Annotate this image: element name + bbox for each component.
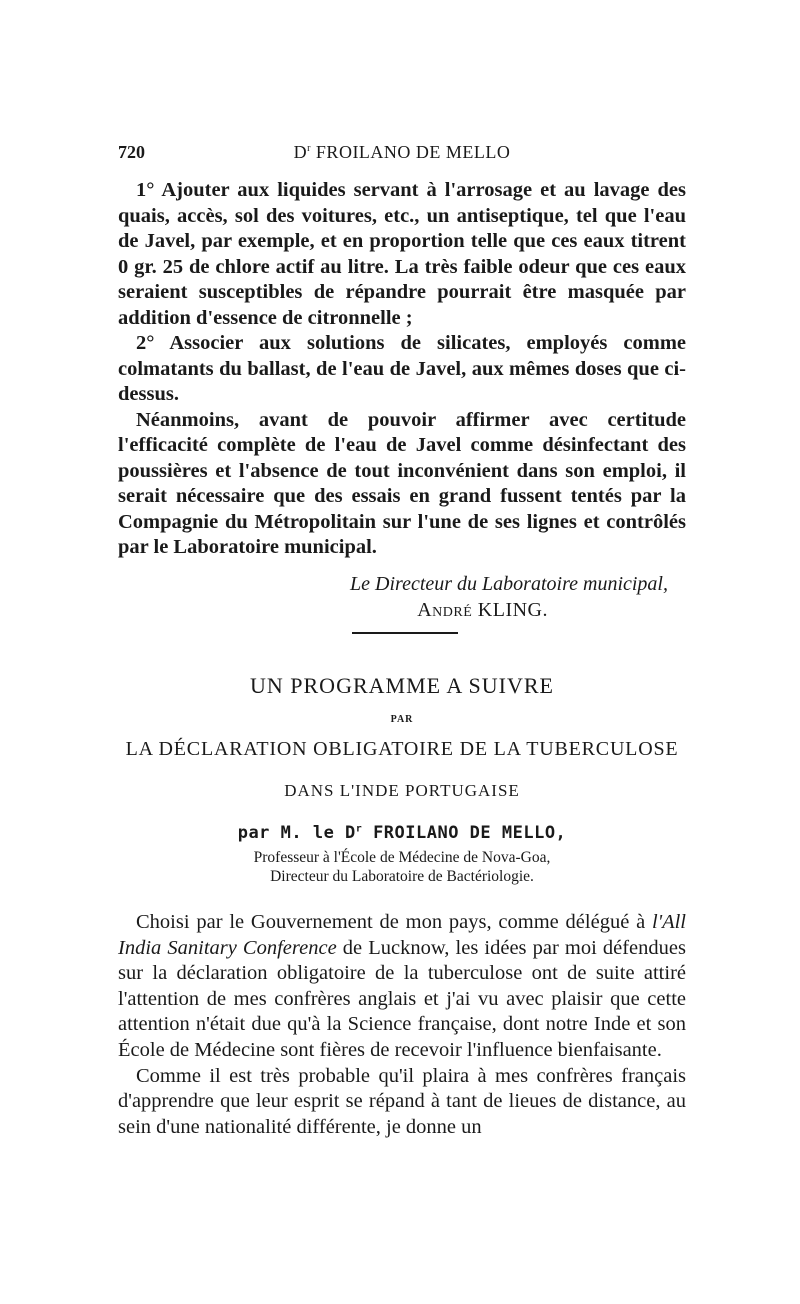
author-affiliation-2: Directeur du Laboratoire de Bactériologie.	[270, 868, 534, 885]
running-head-name: FROILANO DE MELLO	[310, 142, 511, 162]
letter-body	[118, 178, 686, 561]
running-head-sup: r	[307, 143, 311, 154]
article-body	[118, 910, 686, 1140]
signature-first-name: André	[417, 599, 473, 621]
article-p1-before: Choisi par le Gouvernement de mon pays, comme délégué à	[136, 911, 652, 933]
signature-last-name: KLING.	[472, 599, 548, 621]
page-number: 720	[118, 142, 145, 162]
author-prefix: par M. le D	[237, 823, 356, 843]
article-title: UN PROGRAMME A SUIVRE	[250, 673, 554, 698]
article-paragraph-1	[118, 910, 686, 1064]
letter-paragraph-2: 2° Associer aux solutions de silicates, employés comme colmatants du ballast, de l'eau de Javel, aux mêmes doses que ci-dessus.	[118, 332, 686, 405]
author-byline	[118, 823, 686, 843]
page-header	[118, 142, 686, 164]
article-place: DANS L'INDE PORTUGAISE	[284, 781, 520, 800]
signature-title: Le Directeur du Laboratoire municipal,	[350, 573, 668, 595]
article-subtitle: LA DÉCLARATION OBLIGATOIRE DE LA TUBERCULOSE	[125, 738, 679, 760]
conference-name: l'All India Sanitary Conference	[118, 911, 686, 959]
letter-paragraph-3: Néanmoins, avant de pouvoir affirmer avec certitude l'efficacité complète de l'eau de Javel comme désinfectant des poussières et l'absence de tout inconvénient dans son emploi, il serait nécessaire que des essais en grand fussent tentés par la Compagnie du Métropolitain sur l'une de ses lignes et contrôlés par le Laboratoire municipal.	[118, 408, 686, 558]
author-affiliation-1: Professeur à l'École de Médecine de Nova-Goa,	[253, 849, 551, 866]
article-p1-after: de Lucknow, les idées par moi défendues sur la déclaration obligatoire de la tuberculose ont de suite attiré l'attention de mes confrères anglais et j'ai vu avec plaisir que cette attention n'était due qu'à la Science française, dont notre Inde et son École de Médecine sont fières de recevoir l'influence bienfaisante.	[118, 936, 686, 1061]
running-head-prefix: D	[293, 142, 308, 162]
running-head	[118, 142, 686, 163]
article-paragraph-2: Comme il est très probable qu'il plaira à mes confrères français d'apprendre que leur esprit se répand à tant de lieues de distance, au sein d'une nationalité différente, je donne un	[118, 1064, 686, 1138]
letter-paragraph-1: 1° Ajouter aux liquides servant à l'arrosage et au lavage des quais, accès, sol des voitures, etc., un antiseptique, tel que l'eau de Javel, par exemple, et en proportion telle que ces eaux titrent 0 gr. 25 de chlore actif au litre. La très faible odeur que ces eaux seraient susceptibles de répandre pourrait être masquée par addition d'essence de citronnelle ;	[118, 179, 686, 329]
article-par: PAR	[390, 714, 414, 725]
section-divider	[352, 632, 458, 634]
signature-name	[417, 597, 548, 623]
author-name: FROILANO DE MELLO,	[362, 823, 567, 843]
author-sup: r	[355, 823, 363, 835]
